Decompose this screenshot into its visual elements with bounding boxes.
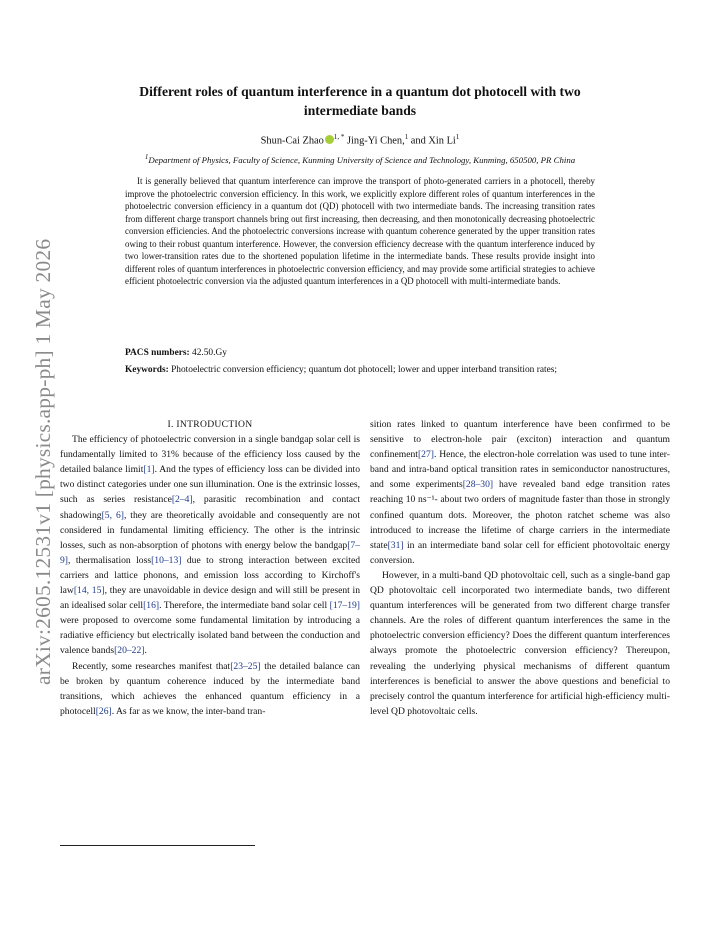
text-run: were proposed to overcome some fundamental limitation by introducing a radiative efficiency but electrically isolated band between the conduction and valence bands xyxy=(60,615,360,657)
right-column xyxy=(370,417,670,719)
affiliation-mark: 1 xyxy=(144,153,149,161)
text-run: Recently, some researches manifest that xyxy=(72,660,231,672)
author-affiliation-mark: 1, * xyxy=(333,133,345,141)
text-run: the detailed balance can be broken by quantum coherence induced by the intermediate band transitions, which achieves the enhanced quantum efficiency in a photocell xyxy=(60,660,360,717)
author-list xyxy=(80,133,640,146)
author-name: Shun-Cai Zhao xyxy=(260,135,324,147)
citation-link[interactable]: [20–22] xyxy=(114,645,145,657)
abstract-text: It is generally believed that quantum interference can improve the transport of photo-generated carriers in a photocell, thereby improve the photoelectric conversion efficiency. In this work, we explicitly explore different roles of quantum interferences in the photoelectric conversion efficiency in a quantum dot (QD) photocell with two intermediate bands. The increasing transition rates from different charge transport channels bring out first increasing, then decreasing, and then monotonically decreasing photoelectric conversion efficiencies. And the photoelectric conversions increase with quantum coherence generated by the upper transition rates owing to their robust quantum interference. However, the conversion efficiency decrease with the quantum interference induced by two lower-transition rates due to the shortened population lifetime in the intermediate bands. These results provide insight into different roles of quantum interferences in photoelectric conversion efficiency, and may provide some artificial strategies to achieve efficient photoelectric conversion via the adjusted quantum interferences in a QD photocell with multi-intermediate bands. xyxy=(125,176,595,287)
paragraph xyxy=(370,417,670,568)
text-run: . xyxy=(144,645,147,657)
citation-link[interactable]: [27] xyxy=(417,449,434,461)
text-run: sition rates linked to quantum interference have been confirmed to be sensitive to electron-hole pair (exciton) interaction and quantum confinement xyxy=(370,419,670,461)
citation-link[interactable]: [28–30] xyxy=(462,479,494,491)
paper-title xyxy=(80,82,640,120)
citation-link[interactable]: [10–13] xyxy=(151,554,182,566)
paper-metadata xyxy=(125,347,660,380)
title-line-2: intermediate bands xyxy=(303,103,417,118)
abstract xyxy=(125,175,595,288)
citation-link[interactable]: [14, 15] xyxy=(73,585,105,597)
author-separator: and xyxy=(408,135,429,147)
author-name: Jing-Yi Chen, xyxy=(346,135,405,147)
left-column xyxy=(60,417,360,719)
text-run: , they are unavoidable in device design and will still be present in an idealised solar cell xyxy=(60,585,361,612)
citation-link[interactable]: [17–19] xyxy=(329,600,360,612)
citation-link[interactable]: [23–25] xyxy=(230,660,261,672)
citation-link[interactable]: [5, 6] xyxy=(101,509,124,521)
text-run: The efficiency of photoelectric conversion in a single bandgap solar cell is fundamentally limited to 31% because of the efficiency loss caused by the detailed balance limit xyxy=(60,434,360,476)
text-run: have revealed band edge transition rates reaching 10 ns⁻¹- about two orders of magnitude faster than those in strongly confined quantum dots. Moreover, the photon ratchet scheme was also introduced to increase the lifetime of charge carriers in the intermediate state xyxy=(370,479,670,551)
citation-link[interactable]: [16] xyxy=(143,600,160,612)
author-affiliation-mark: 1 xyxy=(404,133,409,141)
text-run: , thermalisation loss xyxy=(68,554,152,566)
citation-link[interactable]: [2–4] xyxy=(171,494,193,506)
paragraph: However, in a multi-band QD photovoltaic cell, such as a single-band gap QD photovoltaic cell incorporated two intermediate bands, two different quantum interferences will be generated from two different charge transfer channels. Are the roles of different quantum interferences the same in the photoelectric conversion efficiency? Does the different quantum interferences always promote the photoelectric conversion efficiency? Thereupon, revealing the underlying physical mechanisms of different quantum interferences is beneficial to answer the above questions and beneficial to precisely control the quantum interference for artificial high-efficiency multi-level QD photovoltaic cells. xyxy=(370,569,670,717)
text-run: , they are theoretically avoidable and consequently are not considered in fundamental limiting efficiency. The other is the intrinsic losses, such as non-absorption of photons with energy below the bandgap xyxy=(60,509,361,551)
text-run: , parasitic recombination and contact shadowing xyxy=(60,494,360,521)
pacs-label: PACS numbers: xyxy=(125,348,190,358)
affiliation-text: Department of Physics, Faculty of Science, Kunming University of Science and Technology, Kunming, 650500, PR China xyxy=(148,154,576,165)
footnote-divider xyxy=(60,845,255,846)
text-run: . As far as we know, the inter-band tran- xyxy=(111,705,266,717)
text-run: due to strong interaction between excited carriers and lattice phonons, and emission loss according to Kirchoff's law xyxy=(60,554,361,597)
author-name: Xin Li xyxy=(428,135,456,147)
citation-link[interactable]: [26] xyxy=(95,705,112,717)
paragraph xyxy=(60,432,360,658)
title-line-1: Different roles of quantum interference in a quantum dot photocell with two xyxy=(139,84,581,99)
citation-link[interactable]: [7–9] xyxy=(60,539,360,566)
section-heading: I. INTRODUCTION xyxy=(167,419,253,430)
text-run: . And the types of efficiency loss can be divided into two distinct categories under one sun illumination. One is the extrinsic losses, such as series resistance xyxy=(60,464,361,506)
orcid-icon[interactable] xyxy=(325,135,334,144)
keywords-label: Keywords: xyxy=(125,364,169,375)
arxiv-identifier: arXiv:2605.12531v1 [physics.app-ph] 1 May 2026 xyxy=(31,238,55,685)
text-run: . Therefore, the intermediate band solar cell xyxy=(159,600,330,612)
paragraph xyxy=(60,659,360,719)
citation-link[interactable]: [1] xyxy=(143,464,155,476)
keywords-value: Photoelectric conversion efficiency; quantum dot photocell; lower and upper interband transition rates; xyxy=(168,364,558,375)
citation-link[interactable]: [31] xyxy=(387,539,404,551)
author-affiliation-mark: 1 xyxy=(455,133,460,141)
pacs-line xyxy=(125,347,660,360)
keywords-line xyxy=(125,364,660,377)
text-run: in an intermediate band solar cell for efficient photovoltaic energy conversion. xyxy=(370,539,670,566)
text-run: . Hence, the electron-hole correlation was used to tune inter-band and intra-band optical transition rates in semiconductor nanostructures, and some experiments xyxy=(370,449,670,491)
pacs-value: 42.50.Gy xyxy=(189,348,227,358)
affiliation xyxy=(60,153,660,165)
